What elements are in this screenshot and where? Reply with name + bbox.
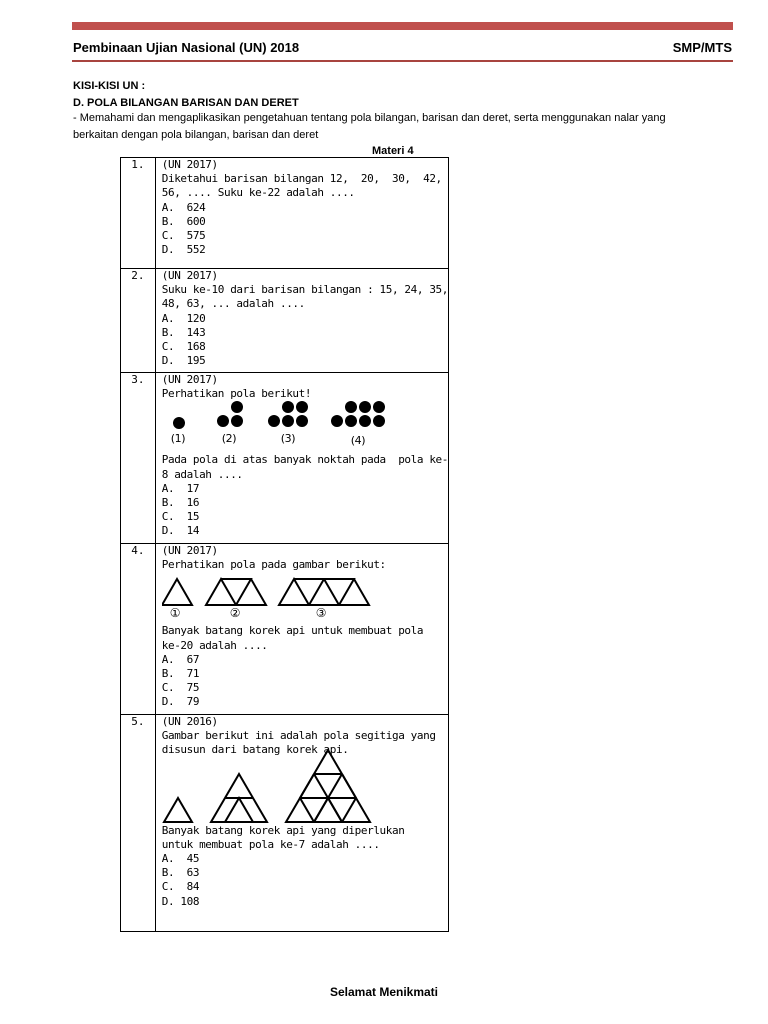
dot-pattern-svg [162, 401, 442, 453]
dot [231, 401, 243, 413]
question-number: 1. [121, 158, 156, 269]
question-text-line: 56, .... Suku ke-22 adalah .... [161, 186, 355, 200]
kisi-heading-block [73, 78, 299, 112]
question-row-3 [121, 373, 449, 544]
option-b: B. 600 [161, 214, 206, 228]
option-c: C. 84 [161, 880, 200, 894]
question-source: (UN 2017) [161, 269, 218, 282]
option-a: A. 45 [161, 851, 200, 865]
option-b: B. 143 [161, 325, 206, 339]
question-body-3 [155, 373, 448, 544]
question-text-line: Pada pola di atas banyak noktah pada pola ke- [161, 453, 448, 467]
figure-label: ① [169, 606, 181, 621]
question-number: 4. [121, 544, 156, 715]
option-b: B. 16 [161, 495, 200, 509]
figure-label: (3) [280, 432, 296, 446]
dot [359, 415, 371, 427]
dot [282, 415, 294, 427]
matchstick-triangle-figure [162, 572, 442, 624]
header-rule [72, 60, 733, 62]
question-number: 3. [121, 373, 156, 544]
question-source: (UN 2016) [161, 715, 218, 728]
option-b: B. 71 [161, 666, 200, 680]
header-level: SMP/MTS [672, 40, 732, 55]
question-row-2 [121, 269, 449, 373]
option-a: A. 120 [161, 311, 206, 325]
dot [173, 417, 185, 429]
question-source: (UN 2017) [161, 544, 218, 557]
option-c: C. 168 [161, 339, 206, 353]
triangle-pattern-figure [162, 746, 442, 824]
triangle [279, 579, 309, 605]
figure-label: ② [229, 606, 241, 621]
questions-table [120, 157, 449, 932]
section-title: D. POLA BILANGAN BARISAN DAN DERET [73, 97, 299, 109]
triangle [314, 798, 328, 822]
option-d: D. 79 [161, 695, 200, 709]
question-intro: Perhatikan pola pada gambar berikut: [161, 558, 386, 572]
question-body-2 [155, 269, 448, 373]
option-a: A. 67 [161, 652, 200, 666]
question-intro: Perhatikan pola berikut! [161, 387, 312, 401]
triangle [236, 579, 266, 605]
triangle-pattern-svg [162, 746, 442, 824]
question-text-line: Banyak batang korek api yang diperlukan [161, 823, 405, 837]
question-source: (UN 2017) [161, 373, 218, 386]
triangle [328, 798, 342, 822]
dot [373, 401, 385, 413]
question-intro: Gambar berikut ini adalah pola segitiga yang [161, 729, 436, 743]
option-d: D. 14 [161, 524, 200, 538]
option-d: D. 552 [161, 243, 206, 257]
option-c: C. 575 [161, 228, 206, 242]
triangle [206, 579, 236, 605]
dot [296, 401, 308, 413]
triangle [286, 750, 370, 822]
header-accent-bar [72, 22, 733, 30]
question-text-line: 48, 63, ... adalah .... [161, 297, 305, 311]
dot [359, 401, 371, 413]
materi-label: Materi 4 [372, 145, 414, 157]
dot-pattern-figure [162, 401, 442, 453]
question-text-line: untuk membuat pola ke-7 adalah .... [161, 837, 380, 851]
question-intro: disusun dari batang korek api. [161, 743, 349, 757]
dot [296, 415, 308, 427]
question-text-line: Banyak batang korek api untuk membuat pola [161, 624, 424, 638]
dot [268, 415, 280, 427]
question-number: 5. [121, 715, 156, 932]
dot [231, 415, 243, 427]
triangle [225, 798, 253, 822]
triangle [221, 579, 251, 605]
question-row-1 [121, 158, 449, 269]
option-d: D. 195 [161, 354, 206, 368]
triangle [162, 579, 192, 605]
option-d: D. 108 [161, 894, 200, 908]
dot [217, 415, 229, 427]
dot [331, 415, 343, 427]
triangle [309, 579, 339, 605]
dot [282, 401, 294, 413]
question-source: (UN 2017) [161, 158, 218, 171]
question-row-4 [121, 544, 449, 715]
question-text-line: ke-20 adalah .... [161, 638, 268, 652]
option-c: C. 15 [161, 510, 200, 524]
question-text-line: 8 adalah .... [161, 467, 243, 481]
figure-label: (4) [350, 434, 366, 448]
matchstick-triangle-svg [162, 572, 442, 624]
question-body-5 [155, 715, 448, 932]
triangle [294, 579, 324, 605]
dot [373, 415, 385, 427]
dot [345, 401, 357, 413]
triangle [164, 798, 192, 822]
figure-label: (1) [170, 432, 186, 446]
figure-label: ③ [315, 606, 327, 621]
description-line-1: - Memahami dan mengaplikasikan pengetahuan tentang pola bilangan, barisan dan deret, serta menggunakan nalar yang [73, 112, 666, 124]
triangle [339, 579, 369, 605]
question-text-line: Suku ke-10 dari barisan bilangan : 15, 24, 35, [161, 283, 448, 297]
triangle [324, 579, 354, 605]
option-a: A. 624 [161, 200, 206, 214]
option-b: B. 63 [161, 866, 200, 880]
kisi-heading: KISI-KISI UN : [73, 80, 146, 92]
question-row-5 [121, 715, 449, 932]
dot [345, 415, 357, 427]
question-body-4 [155, 544, 448, 715]
option-a: A. 17 [161, 481, 200, 495]
header-title: Pembinaan Ujian Nasional (UN) 2018 [73, 40, 300, 55]
description-line-2: berkaitan dengan pola bilangan, barisan dan deret [73, 129, 319, 141]
figure-label: (2) [221, 432, 237, 446]
footer-text: Selamat Menikmati [329, 985, 439, 999]
section-description [73, 110, 713, 144]
question-body-1 [155, 158, 448, 269]
option-c: C. 75 [161, 681, 200, 695]
question-text-line: Diketahui barisan bilangan 12, 20, 30, 42, [161, 172, 442, 186]
question-number: 2. [121, 269, 156, 373]
